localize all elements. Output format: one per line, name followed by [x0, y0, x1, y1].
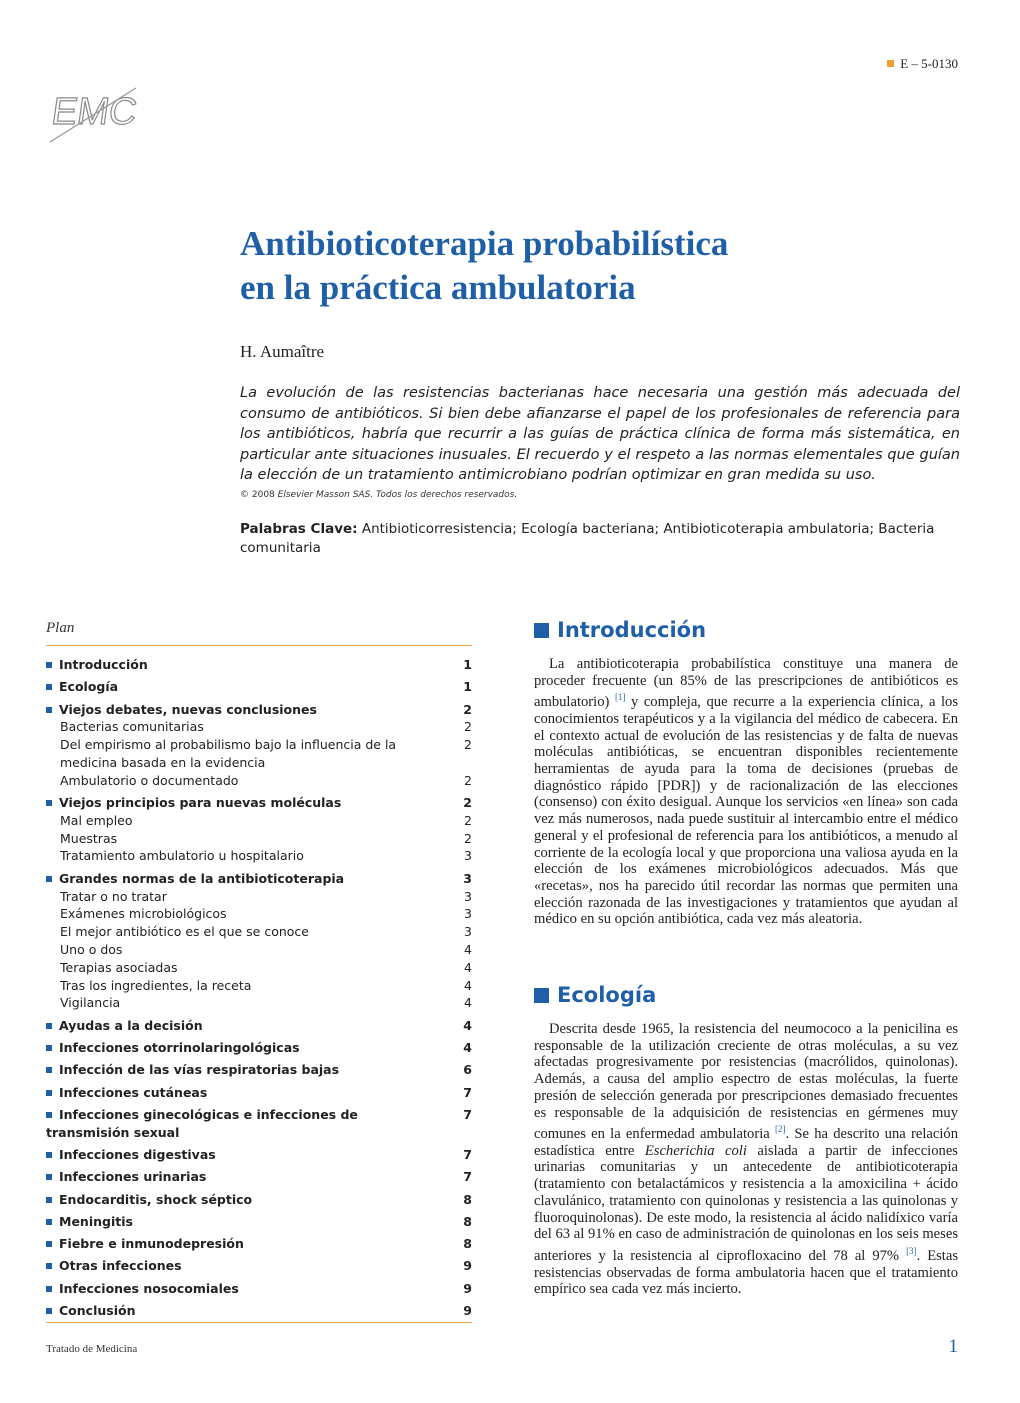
toc-item[interactable] — [46, 1039, 472, 1057]
toc-item-page: 3 — [464, 888, 472, 904]
toc-item-label: Infecciones digestivas — [46, 1146, 458, 1164]
toc-item[interactable] — [46, 1061, 472, 1079]
toc-item[interactable] — [46, 1235, 472, 1253]
toc-item-label: Ecología — [46, 678, 458, 696]
blue-square-bullet-icon — [46, 1219, 52, 1225]
section-heading-ecologia: Ecología — [534, 983, 958, 1007]
toc-item[interactable] — [46, 994, 472, 1012]
toc-item-page: 3 — [463, 870, 472, 886]
toc-item[interactable] — [46, 905, 472, 923]
toc-item-label: Viejos principios para nuevas moléculas — [46, 794, 458, 812]
page-number: 1 — [948, 1336, 958, 1357]
toc-item-label: Uno o dos — [60, 941, 123, 957]
toc-item[interactable] — [46, 812, 472, 830]
toc-item-page: 2 — [463, 701, 472, 717]
toc-item[interactable] — [46, 701, 472, 719]
blue-square-bullet-icon — [46, 1112, 52, 1118]
toc-item-page: 4 — [464, 959, 472, 975]
toc-item-page: 7 — [463, 1106, 472, 1122]
toc-item[interactable] — [46, 941, 472, 959]
blue-square-bullet-icon — [46, 800, 52, 806]
toc-item[interactable] — [46, 959, 472, 977]
reference-link-2[interactable]: [2] — [774, 1124, 786, 1135]
toc-item-label: Fiebre e inmunodepresión — [46, 1235, 458, 1253]
toc-item-label: Tratamiento ambulatorio u hospitalario — [60, 848, 304, 864]
toc-item-label: Infecciones otorrinolaringológicas — [46, 1039, 458, 1057]
toc-item-label: Del empirismo al probabilismo bajo la influencia de la medicina basada en la evidencia — [60, 737, 397, 770]
plan-divider — [46, 1322, 472, 1323]
toc-item-label: Mal empleo — [60, 812, 133, 828]
toc-item-page: 9 — [463, 1258, 472, 1274]
toc-item-page: 7 — [463, 1146, 472, 1162]
footer-journal: Tratado de Medicina — [46, 1343, 138, 1355]
toc-item[interactable] — [46, 1017, 472, 1035]
toc-item[interactable] — [46, 1213, 472, 1231]
toc-item-page: 2 — [464, 772, 472, 788]
blue-square-bullet-icon — [46, 684, 52, 690]
toc-item-page: 2 — [464, 830, 472, 846]
blue-square-bullet-icon — [46, 1286, 52, 1292]
toc-item[interactable] — [46, 1168, 472, 1186]
toc-item-page: 4 — [464, 941, 472, 957]
toc-item-page: 1 — [463, 657, 472, 672]
ecologia-paragraph: Descrita desde 1965, la resistencia del neumococo a la penicilina es responsable de la utilización creciente de otras moléculas, a su vez afectadas progresivamente por resistencias (macrólidos, quinolonas). Además, a causa del amplio espectro de estas moléculas, la fuerte presión de selección generada por prescripciones demasiado frecuentes es responsable de la adquisición de resistencias en gérmenes muy comunes en la enfermedad ambulatoria [2]. Se ha descrito una relación estadística entre Escherichia coli aislada a partir de infecciones urinarias comunitarias y un antecedente de antibioticoterapia (tratamiento con betalactámicos y resistencia a la amoxicilina + ácido clavulánico, tratamiento con quinolonas y resistencia a las quinolonas y fluoroquinolonas). De este modo, la resistencia al ácido nalidíxico varía del 63 al 91% en caso de administración de quinolonas en los seis meses anteriores y la resistencia al ciprofloxacino del 78 al 97% [3]. Estas resistencias observadas de forma ambulatoria hacen que el tratamiento empírico sea cada vez más incierto. — [534, 1021, 958, 1298]
title-line-2: en la práctica ambulatoria — [240, 268, 636, 307]
toc-item[interactable] — [46, 1191, 472, 1209]
toc-item-page: 7 — [463, 1169, 472, 1185]
toc-item-page: 9 — [463, 1280, 472, 1296]
toc-item-page: 2 — [464, 719, 472, 735]
toc-item[interactable] — [46, 1257, 472, 1275]
toc-item[interactable] — [46, 656, 472, 674]
blue-square-bullet-icon — [46, 1152, 52, 1158]
copyright: © 2008 Elsevier Masson SAS. Todos los derechos reservados. — [240, 490, 518, 500]
toc-item-label: Viejos debates, nuevas conclusiones — [46, 701, 458, 719]
keywords: Palabras Clave: Antibioticorresistencia; Ecología bacteriana; Antibioticoterapia ambulatoria; Bacteria comunitaria — [240, 521, 935, 556]
toc-item[interactable] — [46, 718, 472, 736]
toc-item-label: Terapias asociadas — [60, 959, 178, 975]
toc-item-label: Ayudas a la decisión — [46, 1017, 458, 1035]
toc-item-page: 3 — [464, 924, 472, 940]
toc-item[interactable] — [46, 736, 472, 772]
abstract: La evolución de las resistencias bacterianas hace necesaria una gestión más adecuada del consumo de antibióticos. Si bien debe afianzarse el papel de los profesionales de referencia para los antibióticos, habría que recurrir a las guías de práctica clínica de forma más sistemática, en particular ante situaciones inusuales. El recuerdo y el respeto a las normas elementales que guían la elección de un tratamiento antimicrobiano podrían optimizar en gran medida su uso. — [240, 385, 960, 483]
toc-item-page: 8 — [463, 1213, 472, 1229]
toc-item-page: 8 — [463, 1191, 472, 1207]
toc-item[interactable] — [46, 1302, 472, 1320]
toc-item[interactable] — [46, 794, 472, 812]
toc-item-label: Exámenes microbiológicos — [60, 906, 227, 922]
toc-item-label: Ambulatorio o documentado — [60, 772, 239, 788]
blue-square-bullet-icon — [46, 707, 52, 713]
toc-item-page: 2 — [464, 737, 472, 753]
toc-list — [46, 656, 472, 1320]
toc-item-label: Infecciones nosocomiales — [46, 1280, 458, 1298]
toc-item-label: Vigilancia — [60, 995, 121, 1011]
toc-item[interactable] — [46, 1146, 472, 1164]
toc-item-label: Tratar o no tratar — [60, 888, 167, 904]
blue-square-bullet-icon — [46, 1067, 52, 1073]
toc-item[interactable] — [46, 977, 472, 995]
toc-item[interactable] — [46, 870, 472, 888]
blue-square-bullet-icon — [46, 1174, 52, 1180]
blue-square-bullet-icon — [46, 1023, 52, 1029]
reference-link-1[interactable]: [1] — [614, 692, 626, 703]
table-of-contents — [46, 620, 472, 1323]
toc-item-page: 1 — [463, 679, 472, 695]
toc-item[interactable] — [46, 847, 472, 865]
plan-title: Plan — [46, 620, 472, 646]
blue-square-bullet-icon — [46, 1045, 52, 1051]
toc-item-label: El mejor antibiótico es el que se conoce — [60, 924, 309, 940]
toc-item-page: 2 — [463, 795, 472, 811]
introduccion-paragraph: La antibioticoterapia probabilística constituye una manera de proceder frecuente (un 85% de las prescripciones de antibióticos es ambulatorio) [1] y compleja, que recurre a la experiencia clínica, a los conocimientos terapéuticos y a la vigilancia del médico de cabecera. En el contexto actual de evolución de las resistencias y de falta de nuevas moléculas antibióticas, se encuentran disponibles recientemente herramientas de ayuda para la toma de decisiones (pruebas de diagnóstico rápido [PDR]) y de racionalización de las elecciones (consenso) con éxito desigual. Aunque los servicios «en línea» son cada vez más numerosos, nada puede sustituir al intercambio entre el médico general y el profesional de referencia para los antibióticos, a menudo al corriente de la ecología local y que proporciona una valiosa ayuda en la elección de los exámenes microbiológicos adecuados. Más que «recetas», nos ha parecido útil recordar las normas que permiten una elección razonada de las investigaciones y tratamientos que ayudan al médico en su opción antibiótica, cada vez más aleatoria. — [534, 656, 959, 928]
toc-item-page: 8 — [463, 1236, 472, 1252]
toc-item-label: Meningitis — [46, 1213, 458, 1231]
toc-item-label: Otras infecciones — [46, 1257, 458, 1275]
author: H. Aumaître — [240, 342, 325, 361]
toc-item-label: Grandes normas de la antibioticoterapia — [46, 870, 458, 888]
toc-item[interactable] — [46, 678, 472, 696]
orange-square-icon — [887, 60, 894, 67]
toc-item-page: 9 — [463, 1303, 472, 1318]
reference-link-3[interactable]: [3] — [906, 1246, 917, 1256]
toc-item-label: Infecciones ginecológicas e infecciones de transmisión sexual — [46, 1106, 358, 1140]
toc-item-label: Muestras — [60, 830, 118, 846]
toc-item[interactable] — [46, 830, 472, 848]
blue-square-bullet-icon — [46, 1090, 52, 1096]
toc-item-label: Bacterias comunitarias — [60, 719, 204, 735]
toc-item-page: 4 — [464, 995, 472, 1011]
section-heading-introduccion: Introducción — [534, 618, 958, 642]
emc-logo — [44, 70, 144, 148]
blue-square-bullet-icon — [46, 1263, 52, 1269]
title-line-1: Antibioticoterapia probabilística — [240, 224, 729, 263]
toc-item-page: 3 — [464, 906, 472, 922]
article-title — [240, 222, 960, 310]
toc-item-label: Endocarditis, shock séptico — [46, 1191, 458, 1209]
toc-item[interactable] — [46, 1084, 472, 1102]
blue-square-bullet-icon — [46, 1241, 52, 1247]
toc-item-page: 2 — [464, 812, 472, 828]
toc-item[interactable] — [46, 1106, 472, 1142]
toc-item-label: Conclusión — [46, 1302, 458, 1320]
blue-square-bullet-icon — [46, 1308, 52, 1314]
toc-item-label: Infecciones cutáneas — [46, 1084, 458, 1102]
toc-item-page: 4 — [463, 1017, 472, 1033]
toc-item-label: Infecciones urinarias — [46, 1168, 458, 1186]
toc-item-page: 4 — [463, 1039, 472, 1055]
blue-square-bullet-icon — [46, 662, 52, 668]
toc-item-page: 6 — [463, 1062, 472, 1078]
toc-item[interactable] — [46, 772, 472, 790]
blue-square-icon — [534, 988, 549, 1003]
toc-item-label: Tras los ingredientes, la receta — [60, 977, 252, 993]
toc-item-page: 4 — [464, 977, 472, 993]
toc-item[interactable] — [46, 923, 472, 941]
document-code: E – 5-0130 — [887, 56, 958, 72]
toc-item[interactable] — [46, 1280, 472, 1298]
toc-item-label: Infección de las vías respiratorias bajas — [46, 1061, 458, 1079]
toc-item[interactable] — [46, 888, 472, 906]
toc-item-label: Introducción — [46, 656, 458, 674]
blue-square-bullet-icon — [46, 1197, 52, 1203]
blue-square-icon — [534, 623, 549, 638]
emc-logo-text: EMC — [49, 90, 140, 133]
toc-item-page: 7 — [463, 1084, 472, 1100]
toc-item-page: 3 — [464, 848, 472, 864]
blue-square-bullet-icon — [46, 876, 52, 882]
